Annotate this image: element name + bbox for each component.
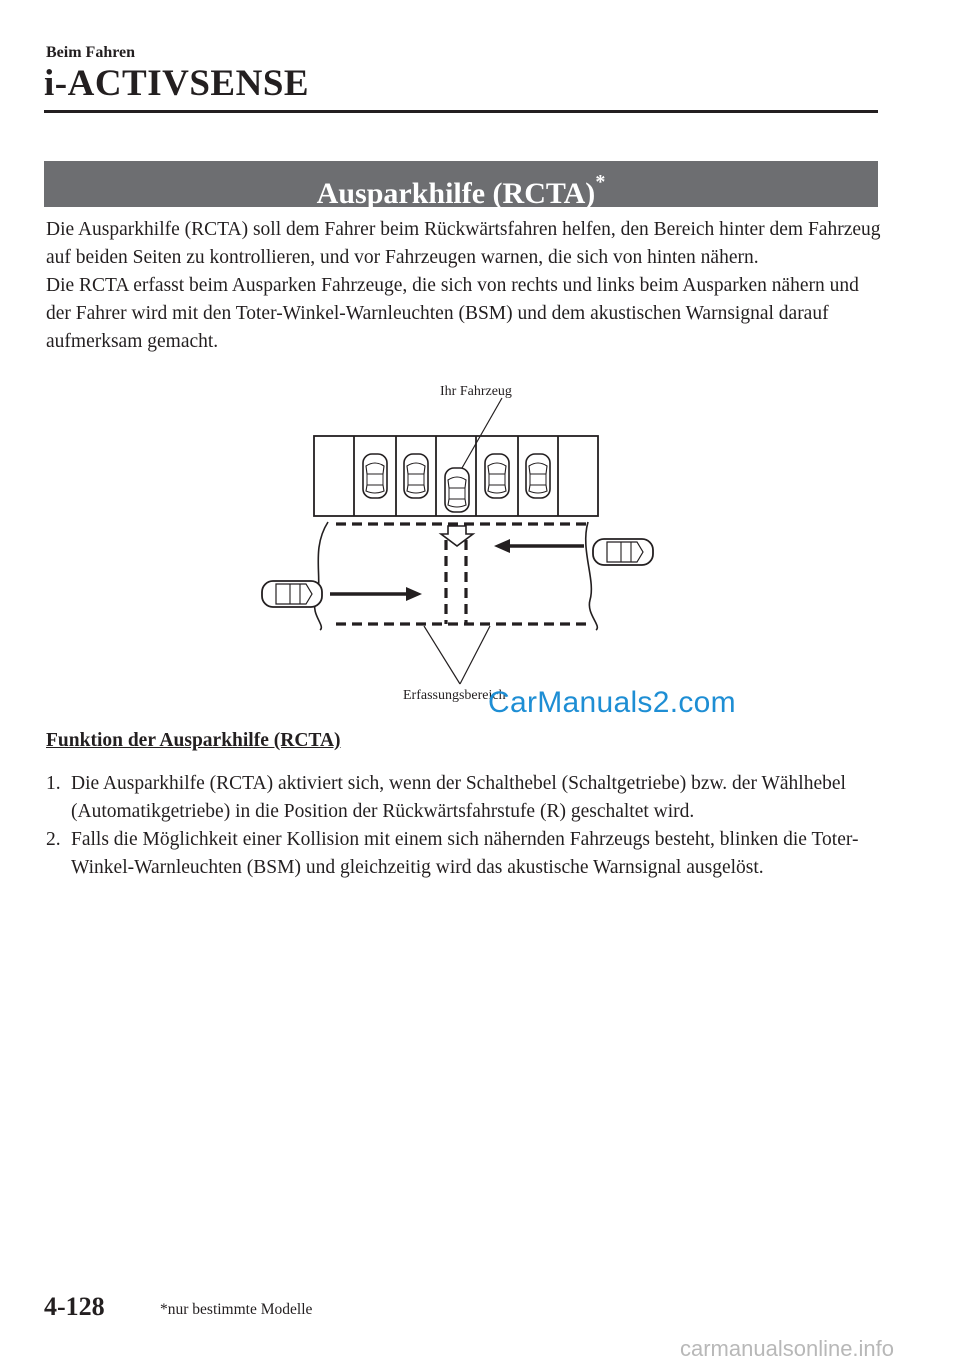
step-number: 1. [46,773,61,794]
parked-car [363,454,387,498]
step-number: 2. [46,829,61,850]
function-heading: Funktion der Ausparkhilfe (RCTA) [46,730,341,751]
parked-car [404,454,428,498]
list-item [46,826,886,882]
parked-car [526,454,550,498]
approaching-car-left [262,581,322,607]
footnote-marker: * [595,171,606,193]
road-edge-right [586,522,598,630]
area-leader-line [460,626,490,684]
watermark-logo: CarManuals2.com [488,686,736,719]
intro-paragraph-2: Die RCTA erfasst beim Ausparken Fahrzeuge, die sich von rechts und links beim Ausparken nähern und der Fahrer wird mit den Toter-Winkel-Warnleuchten (BSM) und dem akustischen Warnsignal darauf aufmerksam gemacht. [46,275,859,352]
header-rule [44,110,878,113]
list-item [46,770,886,826]
chapter-title: i-ACTIVSENSE [44,63,310,104]
approaching-car-right [593,539,653,565]
footnote: *nur bestimmte Modelle [160,1301,313,1318]
section-banner [44,161,878,210]
step-text: Die Ausparkhilfe (RCTA) aktiviert sich, wenn der Schalthebel (Schaltgetriebe) bzw. der Wählhebel (Automatikgetriebe) in die Position der Rückwärtsfahrstufe (R) geschaltet wird. [71,773,846,822]
footer-site-watermark: carmanualsonline.info [680,1336,895,1361]
label-your-vehicle: Ihr Fahrzeug [440,384,512,399]
road-edge-left [315,522,328,630]
your-vehicle-car [445,468,469,512]
parked-car [485,454,509,498]
intro-paragraph-1: Die Ausparkhilfe (RCTA) soll dem Fahrer beim Rückwärtsfahren helfen, den Bereich hinter dem Fahrzeug auf beiden Seiten zu kontrollieren, und vor Fahrzeugen warnen, die sich von hinten nähern. [46,219,881,268]
section-label: Beim Fahren [46,44,136,61]
area-leader-line [424,626,460,684]
function-steps [46,770,886,882]
banner-title: Ausparkhilfe (RCTA) [316,177,596,210]
label-detection-area: Erfassungsbereich [403,688,506,703]
intro-text [46,216,886,356]
page-number: 4-128 [44,1292,105,1321]
rcta-diagram [240,380,680,710]
step-text: Falls die Möglichkeit einer Kollision mit einem sich nähernden Fahrzeugs besteht, blinken die Toter-Winkel-Warnleuchten (BSM) und gleichzeitig wird das akustische Warnsignal ausgelöst. [71,829,859,878]
parking-scene [240,380,680,710]
